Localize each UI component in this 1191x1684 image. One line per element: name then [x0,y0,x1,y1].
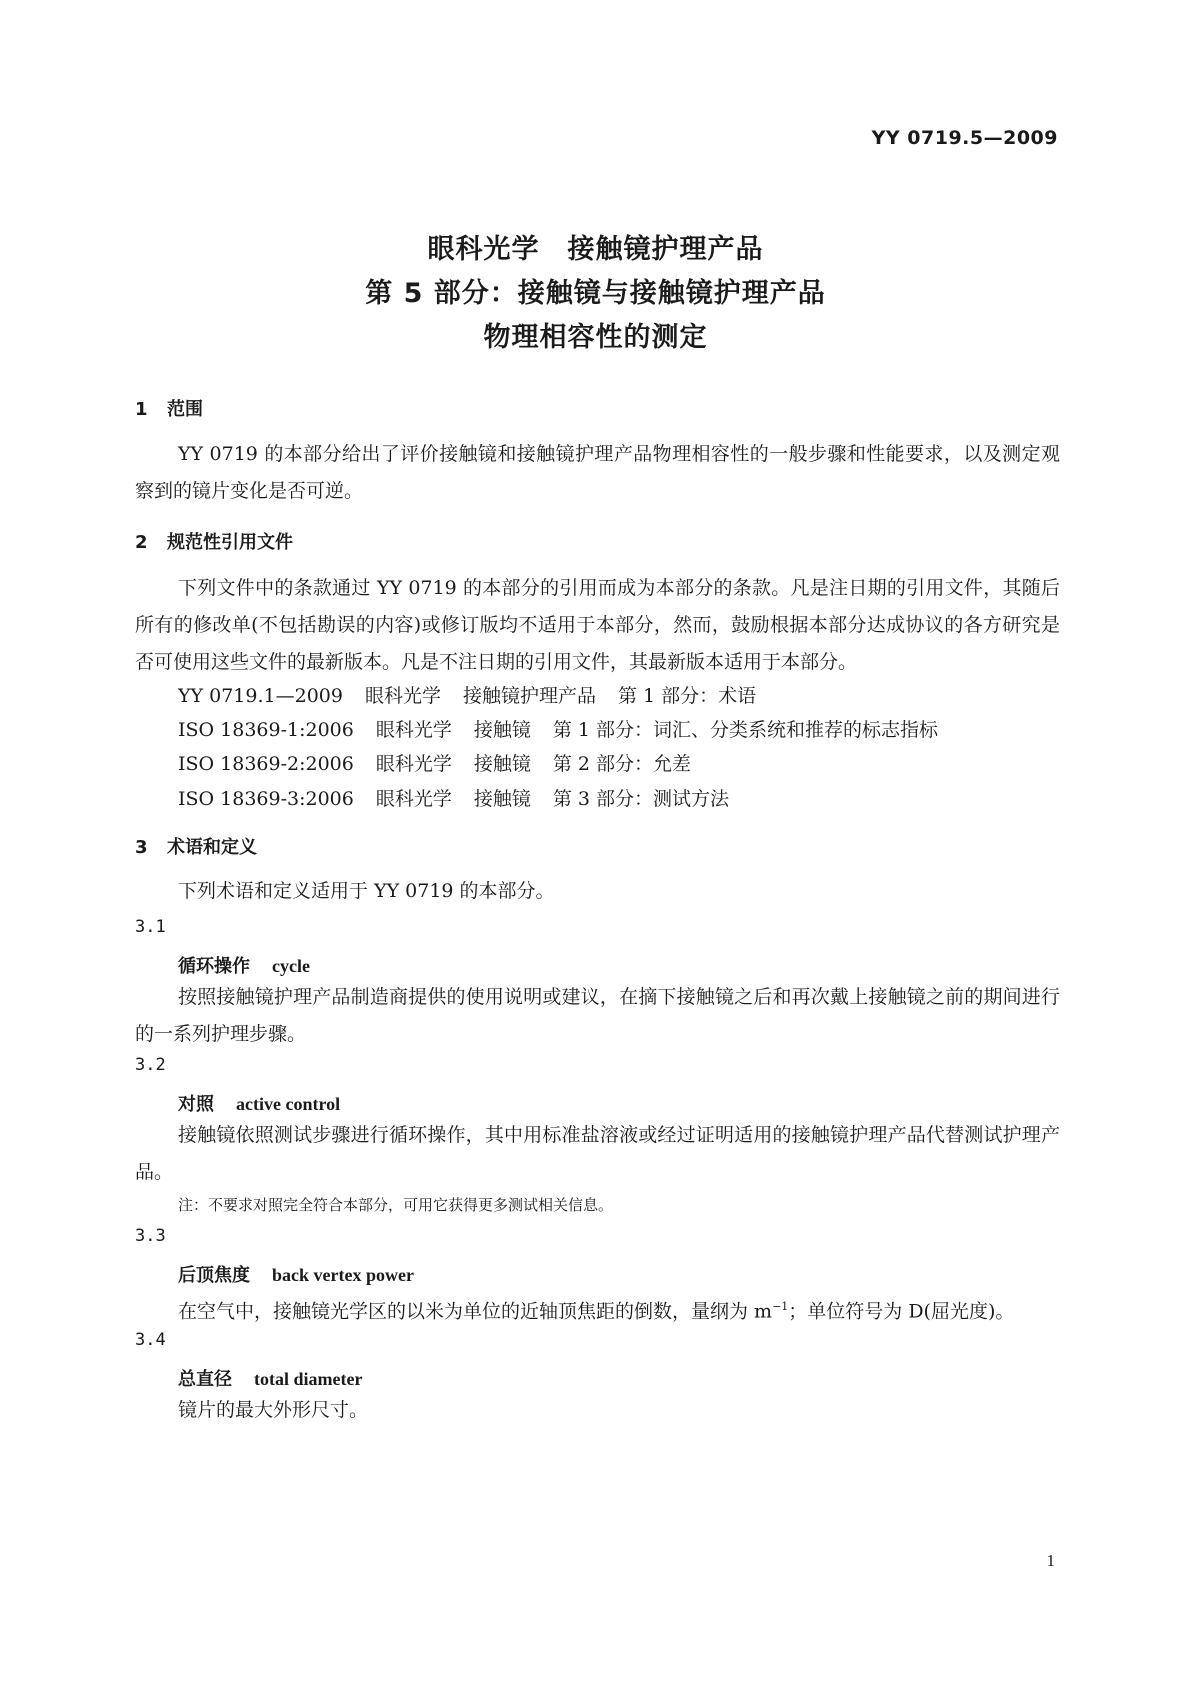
title-line-1: 眼科光学 接触镜护理产品 [427,234,764,265]
title-line-3: 物理相容性的测定 [483,322,708,353]
term-definition: 按照接触镜护理产品制造商提供的使用说明或建议，在摘下接触镜之后和再次戴上接触镜之前的期间进行的一系列护理步骤。 [135,986,1060,1045]
reference-item: YY 0719.1—2009 眼科光学 接触镜护理产品 第 1 部分：术语 [178,685,757,707]
section-3-intro: 下列术语和定义适用于 YY 0719 的本部分。 [178,880,555,902]
term-number: 3.3 [135,1226,166,1246]
page-number: 1 [1046,1551,1055,1570]
reference-item: ISO 18369-3:2006 眼科光学 接触镜 第 3 部分：测试方法 [178,788,730,810]
term-title: 对照 active control [178,1094,341,1115]
term-title: 总直径 total diameter [178,1369,363,1390]
document-title [0,228,1191,360]
term-number: 3.2 [135,1055,166,1075]
term-definition: 镜片的最大外形尺寸。 [178,1399,369,1421]
reference-item: ISO 18369-2:2006 眼科光学 接触镜 第 2 部分：允差 [178,753,692,775]
standard-code: YY 0719.5—2009 [871,127,1058,149]
reference-item: ISO 18369-1:2006 眼科光学 接触镜 第 1 部分：词汇、分类系统和推荐的标志指标 [178,719,939,741]
term-number: 3.4 [135,1330,166,1350]
term-definition: 在空气中，接触镜光学区的以米为单位的近轴顶焦距的倒数，量纲为 $m^{-1}$；单位符号为 D(屈光度)。 [178,1300,1015,1323]
term-number: 3.1 [135,917,166,937]
term-title: 循环操作 cycle [178,956,310,977]
section-2-paragraph: 下列文件中的条款通过 YY 0719 的本部分的引用而成为本部分的条款。凡是注日期的引用文件，其随后所有的修改单(不包括勘误的内容)或修订版均不适用于本部分，然而，鼓励根据本部分达成协议的各方研究是否可使用这些文件的最新版本。凡是不注日期的引用文件，其最新版本适用于本部分。 [135,577,1060,673]
section-1-paragraph: YY 0719 的本部分给出了评价接触镜和接触镜护理产品物理相容性的一般步骤和性能要求，以及测定观察到的镜片变化是否可逆。 [135,443,1060,502]
term-note: 注：不要求对照完全符合本部分，可用它获得更多测试相关信息。 [178,1196,614,1214]
section-2-heading: 2 规范性引用文件 [135,532,293,553]
section-1-heading: 1 范围 [135,399,203,420]
term-title: 后顶焦度 back vertex power [178,1265,414,1286]
term-definition: 接触镜依照测试步骤进行循环操作，其中用标准盐溶液或经过证明适用的接触镜护理产品代替测试护理产品。 [135,1124,1060,1183]
title-line-2: 第 5 部分：接触镜与接触镜护理产品 [365,278,826,309]
section-3-heading: 3 术语和定义 [135,837,257,858]
